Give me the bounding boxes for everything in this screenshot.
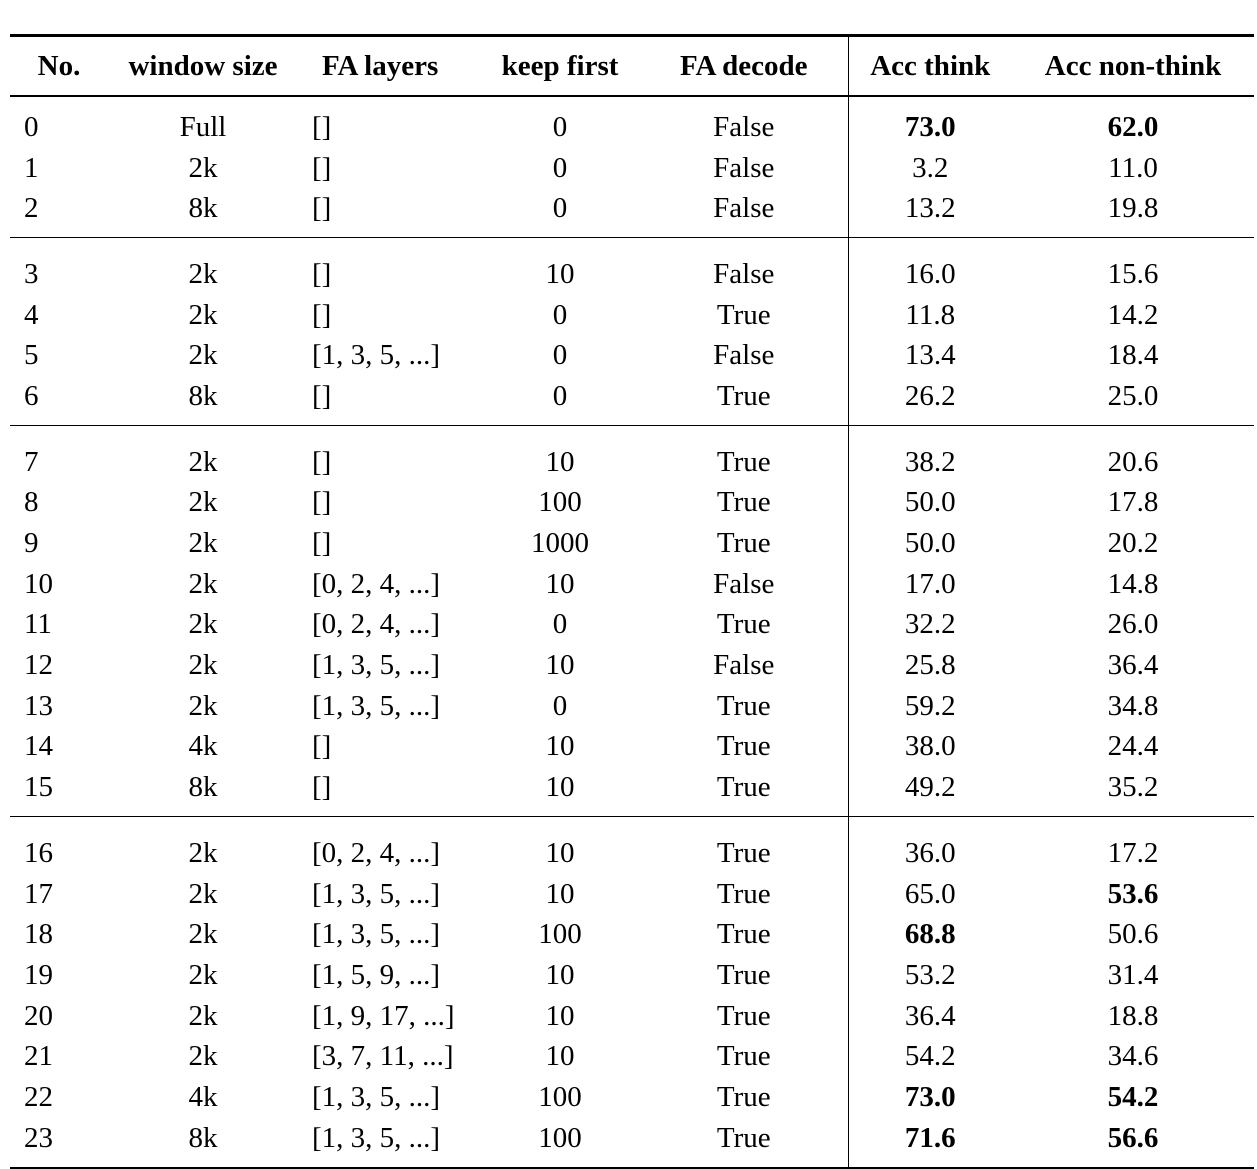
cell-window-size: 2k: [188, 527, 218, 560]
cell-fa-layers: []: [312, 771, 332, 804]
cell-acc-non-think: 53.6: [1107, 877, 1159, 910]
cell-window-size: 2k: [188, 608, 218, 641]
header-no: No.: [37, 49, 81, 82]
cell-fa-decode: True: [640, 1118, 848, 1168]
cell-acc-think: 13.4: [904, 339, 956, 372]
cell-fa-layers: []: [312, 257, 332, 290]
cell-acc-think: 38.2: [904, 445, 956, 478]
cell-window-size: 8k: [188, 192, 218, 225]
cell-fa-layers: [0, 2, 4, ...]: [312, 567, 441, 600]
cell-no: 12: [24, 649, 53, 682]
cell-keep-first: 10: [545, 730, 575, 763]
cell-keep-first: 10: [545, 958, 575, 991]
cell-window-size: 2k: [188, 298, 218, 331]
cell-fa-decode: True: [640, 767, 848, 816]
cell-no: 17: [24, 877, 53, 910]
cell-window-size: 8k: [188, 379, 218, 412]
table-row: [10, 996, 1254, 1037]
cell-fa-layers: [1, 9, 17, ...]: [312, 999, 455, 1032]
cell-acc-non-think: 17.8: [1107, 486, 1159, 519]
cell-acc-think: 59.2: [904, 689, 956, 722]
cell-fa-layers: [1, 3, 5, ...]: [312, 649, 441, 682]
table-row: [10, 817, 1254, 874]
cell-acc-think: 71.6: [904, 1121, 956, 1154]
cell-acc-non-think: 24.4: [1107, 730, 1159, 763]
cell-keep-first: 10: [545, 877, 575, 910]
cell-fa-decode: True: [640, 874, 848, 915]
cell-window-size: 2k: [188, 836, 218, 869]
cell-acc-non-think: 20.2: [1107, 527, 1159, 560]
cell-keep-first: 0: [552, 110, 568, 143]
cell-no: 15: [24, 771, 53, 804]
cell-fa-decode: True: [640, 1077, 848, 1118]
cell-no: 2: [24, 192, 39, 225]
cell-fa-layers: []: [312, 110, 332, 143]
cell-fa-layers: []: [312, 445, 332, 478]
cell-fa-decode: True: [640, 1036, 848, 1077]
cell-fa-decode: True: [640, 817, 848, 874]
cell-no: 8: [24, 486, 39, 519]
cell-fa-layers: []: [312, 192, 332, 225]
table-row: [10, 1077, 1254, 1118]
cell-keep-first: 0: [552, 339, 568, 372]
cell-fa-decode: True: [640, 605, 848, 646]
table-row: [10, 523, 1254, 564]
cell-fa-decode: True: [640, 483, 848, 524]
cell-keep-first: 10: [545, 1040, 575, 1073]
cell-acc-non-think: 18.8: [1107, 999, 1159, 1032]
cell-acc-non-think: 19.8: [1107, 192, 1159, 225]
cell-keep-first: 0: [552, 379, 568, 412]
cell-no: 3: [24, 257, 39, 290]
cell-fa-layers: [0, 2, 4, ...]: [312, 608, 441, 641]
cell-window-size: Full: [179, 110, 227, 143]
cell-window-size: 2k: [188, 877, 218, 910]
cell-fa-layers: [1, 3, 5, ...]: [312, 1121, 441, 1154]
table-row: [10, 1118, 1254, 1168]
table-row: [10, 955, 1254, 996]
cell-window-size: 2k: [188, 486, 218, 519]
table-row: [10, 483, 1254, 524]
table-header: [10, 36, 1254, 97]
results-table: [10, 34, 1254, 1169]
cell-fa-layers: []: [312, 151, 332, 184]
cell-keep-first: 100: [538, 1121, 582, 1154]
cell-acc-non-think: 25.0: [1107, 379, 1159, 412]
cell-keep-first: 10: [545, 771, 575, 804]
cell-window-size: 2k: [188, 257, 218, 290]
cell-fa-decode: True: [640, 955, 848, 996]
table-row: [10, 1036, 1254, 1077]
cell-acc-think: 26.2: [904, 379, 956, 412]
cell-fa-layers: [1, 3, 5, ...]: [312, 689, 441, 722]
cell-acc-think: 16.0: [904, 257, 956, 290]
header-acc-think: Acc think: [870, 49, 991, 82]
cell-no: 11: [24, 608, 52, 641]
row-group-4: [10, 817, 1254, 1168]
cell-keep-first: 0: [552, 608, 568, 641]
cell-window-size: 4k: [188, 1080, 218, 1113]
cell-acc-think: 49.2: [904, 771, 956, 804]
header-acc-non-think: Acc non-think: [1044, 49, 1222, 82]
cell-fa-decode: False: [640, 335, 848, 376]
cell-fa-layers: [3, 7, 11, ...]: [312, 1040, 454, 1073]
cell-acc-think: 73.0: [904, 1080, 956, 1113]
cell-no: 13: [24, 689, 53, 722]
cell-keep-first: 1000: [531, 527, 589, 560]
cell-no: 18: [24, 918, 53, 951]
cell-keep-first: 10: [545, 649, 575, 682]
cell-fa-layers: []: [312, 298, 332, 331]
cell-no: 1: [24, 151, 39, 184]
cell-acc-non-think: 62.0: [1107, 110, 1159, 143]
cell-acc-non-think: 56.6: [1107, 1121, 1159, 1154]
table-row: [10, 96, 1254, 148]
cell-window-size: 2k: [188, 445, 218, 478]
cell-window-size: 2k: [188, 999, 218, 1032]
cell-acc-non-think: 50.6: [1107, 918, 1159, 951]
cell-acc-non-think: 20.6: [1107, 445, 1159, 478]
cell-fa-layers: []: [312, 486, 332, 519]
row-group-3: [10, 425, 1254, 816]
cell-fa-decode: True: [640, 523, 848, 564]
row-group-2: [10, 238, 1254, 426]
table-row: [10, 914, 1254, 955]
cell-fa-decode: False: [640, 148, 848, 189]
cell-no: 0: [24, 110, 39, 143]
cell-fa-decode: True: [640, 727, 848, 768]
cell-acc-non-think: 15.6: [1107, 257, 1159, 290]
header-window-size: window size: [128, 49, 278, 82]
cell-acc-think: 17.0: [904, 567, 956, 600]
cell-fa-decode: True: [640, 914, 848, 955]
cell-no: 19: [24, 958, 53, 991]
table-row: [10, 238, 1254, 295]
cell-acc-non-think: 17.2: [1107, 836, 1159, 869]
cell-acc-think: 38.0: [904, 730, 956, 763]
cell-keep-first: 0: [552, 689, 568, 722]
cell-window-size: 2k: [188, 958, 218, 991]
cell-acc-non-think: 36.4: [1107, 649, 1159, 682]
cell-fa-layers: [1, 3, 5, ...]: [312, 877, 441, 910]
table-row: [10, 188, 1254, 237]
cell-window-size: 2k: [188, 918, 218, 951]
cell-acc-non-think: 31.4: [1107, 958, 1159, 991]
cell-fa-decode: True: [640, 425, 848, 482]
cell-fa-decode: True: [640, 295, 848, 336]
table-row: [10, 874, 1254, 915]
header-keep-first: keep first: [501, 49, 619, 82]
cell-no: 10: [24, 567, 53, 600]
cell-keep-first: 10: [545, 567, 575, 600]
cell-window-size: 8k: [188, 1121, 218, 1154]
cell-acc-think: 65.0: [904, 877, 956, 910]
cell-fa-layers: []: [312, 379, 332, 412]
table-row: [10, 295, 1254, 336]
cell-no: 16: [24, 836, 53, 869]
cell-acc-non-think: 54.2: [1107, 1080, 1159, 1113]
header-fa-decode: FA decode: [640, 36, 848, 97]
cell-keep-first: 100: [538, 1080, 582, 1113]
cell-fa-decode: True: [640, 686, 848, 727]
cell-acc-non-think: 26.0: [1107, 608, 1159, 641]
header-fa-layers: FA layers: [322, 49, 439, 82]
cell-fa-layers: []: [312, 730, 332, 763]
cell-window-size: 2k: [188, 649, 218, 682]
cell-acc-non-think: 35.2: [1107, 771, 1159, 804]
table-row: [10, 376, 1254, 425]
cell-acc-think: 32.2: [904, 608, 956, 641]
cell-fa-decode: True: [640, 996, 848, 1037]
cell-no: 14: [24, 730, 53, 763]
cell-fa-decode: False: [640, 238, 848, 295]
cell-fa-decode: True: [640, 376, 848, 425]
cell-acc-think: 50.0: [904, 527, 956, 560]
cell-fa-layers: [1, 3, 5, ...]: [312, 1080, 441, 1113]
cell-no: 4: [24, 298, 39, 331]
table-row: [10, 645, 1254, 686]
cell-fa-layers: []: [312, 527, 332, 560]
row-group-1: [10, 96, 1254, 238]
cell-keep-first: 0: [552, 192, 568, 225]
cell-no: 6: [24, 379, 39, 412]
cell-no: 9: [24, 527, 39, 560]
cell-acc-non-think: 34.8: [1107, 689, 1159, 722]
header-row: [10, 36, 1254, 97]
cell-no: 5: [24, 339, 39, 372]
cell-keep-first: 10: [545, 445, 575, 478]
cell-window-size: 4k: [188, 730, 218, 763]
cell-no: 7: [24, 445, 39, 478]
cell-keep-first: 0: [552, 151, 568, 184]
cell-fa-layers: [1, 5, 9, ...]: [312, 958, 441, 991]
cell-keep-first: 10: [545, 257, 575, 290]
cell-fa-layers: [0, 2, 4, ...]: [312, 836, 441, 869]
cell-fa-decode: False: [640, 645, 848, 686]
cell-fa-decode: False: [640, 564, 848, 605]
cell-keep-first: 100: [538, 918, 582, 951]
cell-acc-think: 73.0: [904, 110, 956, 143]
table-row: [10, 148, 1254, 189]
cell-keep-first: 10: [545, 999, 575, 1032]
cell-acc-think: 36.4: [904, 999, 956, 1032]
cell-acc-non-think: 18.4: [1107, 339, 1159, 372]
cell-acc-think: 36.0: [904, 836, 956, 869]
cell-acc-think: 13.2: [904, 192, 956, 225]
results-table-container: [10, 34, 1254, 1169]
cell-fa-layers: [1, 3, 5, ...]: [312, 918, 441, 951]
cell-no: 23: [24, 1121, 53, 1154]
cell-fa-layers: [1, 3, 5, ...]: [312, 339, 441, 372]
cell-fa-decode: False: [640, 96, 848, 148]
cell-window-size: 2k: [188, 567, 218, 600]
table-row: [10, 767, 1254, 816]
cell-window-size: 2k: [188, 689, 218, 722]
table-row: [10, 564, 1254, 605]
cell-acc-think: 54.2: [904, 1040, 956, 1073]
cell-window-size: 2k: [188, 151, 218, 184]
cell-window-size: 2k: [188, 339, 218, 372]
cell-acc-think: 68.8: [904, 918, 956, 951]
cell-acc-think: 25.8: [904, 649, 956, 682]
table-row: [10, 605, 1254, 646]
cell-acc-non-think: 14.8: [1107, 567, 1159, 600]
cell-acc-non-think: 14.2: [1107, 298, 1159, 331]
cell-no: 21: [24, 1040, 53, 1073]
cell-no: 22: [24, 1080, 53, 1113]
table-row: [10, 425, 1254, 482]
table-row: [10, 727, 1254, 768]
cell-fa-decode: False: [640, 188, 848, 237]
cell-acc-think: 3.2: [912, 151, 949, 184]
cell-acc-non-think: 34.6: [1107, 1040, 1159, 1073]
table-row: [10, 686, 1254, 727]
cell-window-size: 2k: [188, 1040, 218, 1073]
cell-keep-first: 10: [545, 836, 575, 869]
cell-window-size: 8k: [188, 771, 218, 804]
cell-acc-think: 53.2: [904, 958, 956, 991]
cell-acc-think: 50.0: [904, 486, 956, 519]
cell-acc-non-think: 11.0: [1108, 151, 1158, 184]
cell-acc-think: 11.8: [905, 298, 956, 331]
cell-keep-first: 100: [538, 486, 582, 519]
table-row: [10, 335, 1254, 376]
cell-keep-first: 0: [552, 298, 568, 331]
cell-no: 20: [24, 999, 53, 1032]
